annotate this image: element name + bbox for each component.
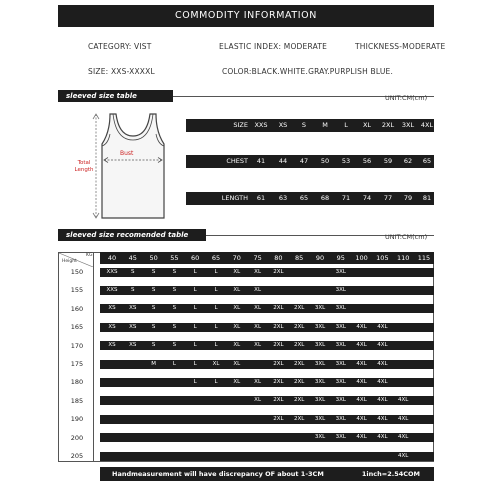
recommended-size-cell: L (214, 286, 218, 293)
height-row-label: 150 (70, 268, 84, 276)
recommended-size-cell: XL (254, 268, 262, 275)
section-title-recommended-table: sleeved size recomended table (58, 229, 206, 241)
section-title-size-table: sleeved size table (58, 90, 173, 102)
recommended-size-cell: 3XL (314, 434, 326, 441)
recommended-size-cell: 2XL (273, 268, 284, 275)
spec-cell: 79 (403, 194, 413, 202)
recommended-size-cell: 2XL (294, 397, 305, 404)
recommended-size-cell: XS (129, 305, 137, 312)
recommended-size-cell: XL (233, 286, 241, 293)
recommended-size-cell: 3XL (335, 268, 346, 275)
recommended-size-cell: 2XL (273, 415, 284, 422)
weight-header-cell: 55 (170, 254, 179, 262)
recommended-size-cell: 3XL (314, 305, 326, 312)
recommended-size-cell: 2XL (294, 360, 305, 367)
spec-cell: 77 (383, 194, 393, 202)
weight-header-cell: 50 (149, 254, 158, 262)
recommended-size-cell: 4XL (377, 360, 388, 367)
spec-cell: 44 (278, 157, 288, 165)
recommended-size-cell: M (151, 360, 156, 367)
recommended-size-cell: 2XL (294, 342, 305, 349)
tank-top-drawing (58, 110, 188, 225)
footer-conversion-text: 1inch=2.54COM (361, 470, 420, 478)
recommended-size-cell: S (172, 286, 177, 293)
recommended-size-cell: S (172, 323, 177, 330)
spec-cell: XXS (254, 121, 268, 129)
recommended-size-cell: L (214, 323, 218, 330)
weight-header-cell: 75 (253, 254, 262, 262)
recommended-size-cell: S (131, 268, 135, 275)
recommended-size-cell: XXS (106, 268, 118, 275)
spec-cell: 65 (299, 194, 309, 202)
recommended-size-cell: 4XL (377, 397, 388, 404)
spec-cell: 41 (256, 157, 266, 165)
recommended-size-cell: 2XL (294, 415, 305, 422)
recommended-size-cell: 2XL (294, 305, 305, 312)
recommended-size-cell: 3XL (335, 286, 346, 293)
recommended-size-cell: 4XL (377, 434, 388, 441)
recommended-size-cell: 3XL (314, 323, 326, 330)
recommended-size-cell: 3XL (335, 378, 346, 385)
recommended-size-cell: 4XL (356, 378, 367, 385)
recommended-size-cell: 4XL (356, 434, 367, 441)
recommended-size-cell: 4XL (398, 397, 409, 404)
weight-header-cell: 95 (336, 254, 345, 262)
weight-header-cell: 85 (295, 254, 304, 262)
recommended-size-cell: S (151, 286, 156, 293)
recommended-size-cell: 3XL (335, 305, 346, 312)
weight-header-cell: 40 (107, 254, 117, 262)
recommended-size-cell: L (193, 360, 197, 367)
recommended-size-cell: 3XL (335, 342, 346, 349)
recommendation-row (100, 268, 434, 277)
footer-note-text: Handmeasurement will have discrepancy OF about 1-3CM (112, 470, 324, 478)
elastic-info: ELASTIC INDEX: MODERATE (219, 42, 328, 51)
size-info: SIZE: XXS-XXXXL (88, 67, 155, 76)
recommended-size-cell: 4XL (356, 397, 367, 404)
height-axis-label: Height (62, 259, 77, 264)
recommended-size-cell: 4XL (377, 415, 388, 422)
recommended-size-cell: S (172, 305, 177, 312)
recommended-size-cell: 2XL (273, 378, 284, 385)
recommended-size-cell: 4XL (377, 342, 388, 349)
weight-header-cell: 65 (211, 254, 221, 262)
kg-axis-label: KG (86, 253, 93, 258)
spec-row-label: SIZE (233, 121, 248, 129)
recommended-size-cell: 4XL (398, 452, 409, 459)
recommendation-row (100, 360, 434, 369)
recommendation-row (100, 341, 434, 350)
recommended-size-cell: XL (254, 305, 262, 312)
recommendation-row (100, 452, 434, 461)
recommendation-row (100, 323, 434, 332)
recommended-size-cell: XL (254, 378, 262, 385)
recommended-size-cell: 4XL (398, 434, 409, 441)
recommended-size-cell: XL (254, 397, 262, 404)
unit-label: UNIT:CM(cm) (385, 94, 428, 102)
height-row-label: 205 (70, 452, 84, 460)
height-row-label: 155 (70, 286, 84, 295)
unit-label: UNIT:CM(cm) (385, 233, 428, 241)
recommended-size-cell: 3XL (314, 415, 326, 422)
recommended-size-cell: XL (233, 268, 241, 275)
recommended-size-cell: XL (254, 286, 262, 293)
spec-cell: 53 (341, 157, 351, 165)
recommended-size-cell: S (151, 323, 156, 330)
recommended-size-cell: L (193, 305, 197, 312)
spec-cell: 47 (299, 157, 309, 165)
recommended-size-cell: S (172, 268, 177, 275)
recommended-size-cell: L (214, 342, 218, 349)
spec-cell: 65 (422, 157, 432, 165)
spec-cell: 81 (422, 194, 432, 202)
recommended-size-cell: XL (233, 378, 241, 385)
weight-header-cell: 90 (315, 254, 325, 262)
recommended-size-cell: 3XL (335, 323, 346, 330)
spec-cell: 50 (320, 157, 330, 165)
recommended-size-cell: XS (108, 342, 116, 349)
page-title: COMMODITY INFORMATION (58, 5, 434, 27)
recommended-size-cell: 4XL (377, 378, 388, 385)
recommended-size-cell: 3XL (335, 415, 346, 422)
spec-cell: 68 (320, 194, 330, 202)
spec-cell: 61 (256, 194, 266, 202)
recommended-size-cell: 3XL (314, 378, 326, 385)
weight-header-cell: 110 (396, 254, 410, 262)
spec-cell: XL (362, 121, 372, 129)
recommended-size-cell: L (193, 286, 197, 293)
recommendation-row (100, 396, 434, 405)
recommendation-row (100, 433, 434, 442)
spec-cell: 71 (341, 194, 351, 202)
recommended-size-cell: XS (108, 323, 116, 330)
recommended-size-cell: 3XL (314, 397, 326, 404)
footer-note (100, 467, 434, 481)
spec-cell: M (322, 121, 328, 129)
total-length-label: Total Length (74, 160, 94, 173)
recommended-size-cell: XL (233, 305, 241, 312)
recommended-size-cell: 2XL (273, 342, 284, 349)
spec-row-label: LENGTH (221, 194, 248, 202)
weight-header-cell: 70 (232, 254, 241, 262)
spec-cell: 59 (383, 157, 393, 165)
recommended-size-cell: 3XL (335, 397, 346, 404)
weight-header-cell: 80 (274, 254, 283, 262)
weight-header-cell: 105 (376, 254, 389, 262)
recommended-size-cell: L (193, 342, 197, 349)
recommended-size-cell: XL (254, 323, 262, 330)
recommended-size-cell: S (172, 342, 177, 349)
recommended-size-cell: L (214, 305, 218, 312)
spec-cell: 2XL (381, 121, 395, 129)
recommended-size-cell: S (131, 286, 135, 293)
spec-cell: 56 (362, 157, 372, 165)
spec-cell: 4XL (420, 121, 434, 129)
recommended-size-cell: 4XL (377, 323, 388, 330)
recommended-size-cell: 3XL (314, 342, 326, 349)
recommended-size-cell: 4XL (356, 360, 367, 367)
spec-row-length (186, 192, 434, 205)
spec-cell: 63 (278, 194, 288, 202)
recommended-size-cell: XL (254, 342, 262, 349)
recommended-size-cell: XL (233, 360, 241, 367)
recommendation-row (100, 304, 434, 313)
recommendation-row (100, 286, 434, 295)
spec-cell: 3XL (401, 121, 415, 129)
recommended-size-cell: XS (129, 342, 137, 349)
category-info: CATEGORY: VIST (88, 42, 152, 51)
bust-label: Bust (120, 150, 134, 157)
recommended-size-cell: 4XL (356, 342, 367, 349)
recommendation-row (100, 415, 434, 424)
spec-cell: XS (278, 121, 288, 129)
recommended-size-cell: 2XL (273, 305, 284, 312)
recommended-size-cell: XS (129, 323, 137, 330)
column-divider (93, 253, 94, 461)
recommended-size-cell: 4XL (398, 415, 409, 422)
recommended-size-cell: 3XL (335, 360, 346, 367)
height-row-label: 200 (70, 433, 84, 442)
height-row-label: 175 (70, 360, 84, 368)
recommended-size-cell: L (193, 268, 197, 275)
height-row-label: 180 (70, 378, 84, 387)
weight-header-cell: 60 (191, 254, 200, 262)
spec-cell: L (344, 121, 348, 129)
height-row-label: 190 (70, 415, 84, 424)
recommended-size-cell: 4XL (356, 415, 367, 422)
weight-header-cell: 100 (355, 254, 368, 262)
spec-cell: 74 (362, 194, 372, 202)
recommended-size-cell: 4XL (356, 323, 367, 330)
height-row-label: 165 (70, 323, 84, 332)
recommended-size-cell: L (214, 378, 218, 385)
height-row-label: 160 (70, 304, 84, 313)
weight-header-cell: 45 (128, 254, 137, 262)
recommended-size-cell: 2XL (273, 323, 284, 330)
recommended-size-cell: S (151, 268, 156, 275)
recommended-size-cell: XL (212, 360, 220, 367)
thickness-info: THICKNESS-MODERATE (355, 42, 446, 51)
height-row-label: 185 (70, 396, 84, 405)
recommended-size-cell: S (151, 342, 156, 349)
recommended-size-cell: L (193, 378, 197, 385)
weight-header-cell: 115 (417, 254, 431, 262)
spec-cell: 62 (403, 157, 413, 165)
height-row-label: 170 (70, 341, 84, 350)
recommendation-grid (58, 252, 434, 462)
spec-cell: S (301, 121, 307, 129)
color-info: COLOR:BLACK.WHITE.GRAY.PURPLISH BLUE. (222, 67, 394, 76)
recommended-size-cell: 3XL (314, 360, 326, 367)
recommended-size-cell: XL (233, 323, 241, 330)
recommended-size-cell: XL (233, 342, 241, 349)
spec-row-size (186, 119, 434, 132)
recommendation-row (100, 378, 434, 387)
recommended-size-cell: XS (108, 305, 116, 312)
recommended-size-cell: 2XL (273, 397, 284, 404)
recommended-size-cell: 3XL (335, 434, 346, 441)
recommended-size-cell: S (151, 305, 156, 312)
recommended-size-cell: 2XL (273, 360, 284, 367)
recommended-size-cell: L (193, 323, 197, 330)
spec-row-chest (186, 155, 434, 168)
recommended-size-cell: L (214, 268, 218, 275)
recommended-size-cell: 2XL (294, 378, 305, 385)
recommended-size-cell: 2XL (294, 323, 305, 330)
recommended-size-cell: XXS (106, 286, 118, 293)
recommended-size-cell: L (172, 360, 176, 367)
spec-row-label: CHEST (226, 157, 248, 165)
